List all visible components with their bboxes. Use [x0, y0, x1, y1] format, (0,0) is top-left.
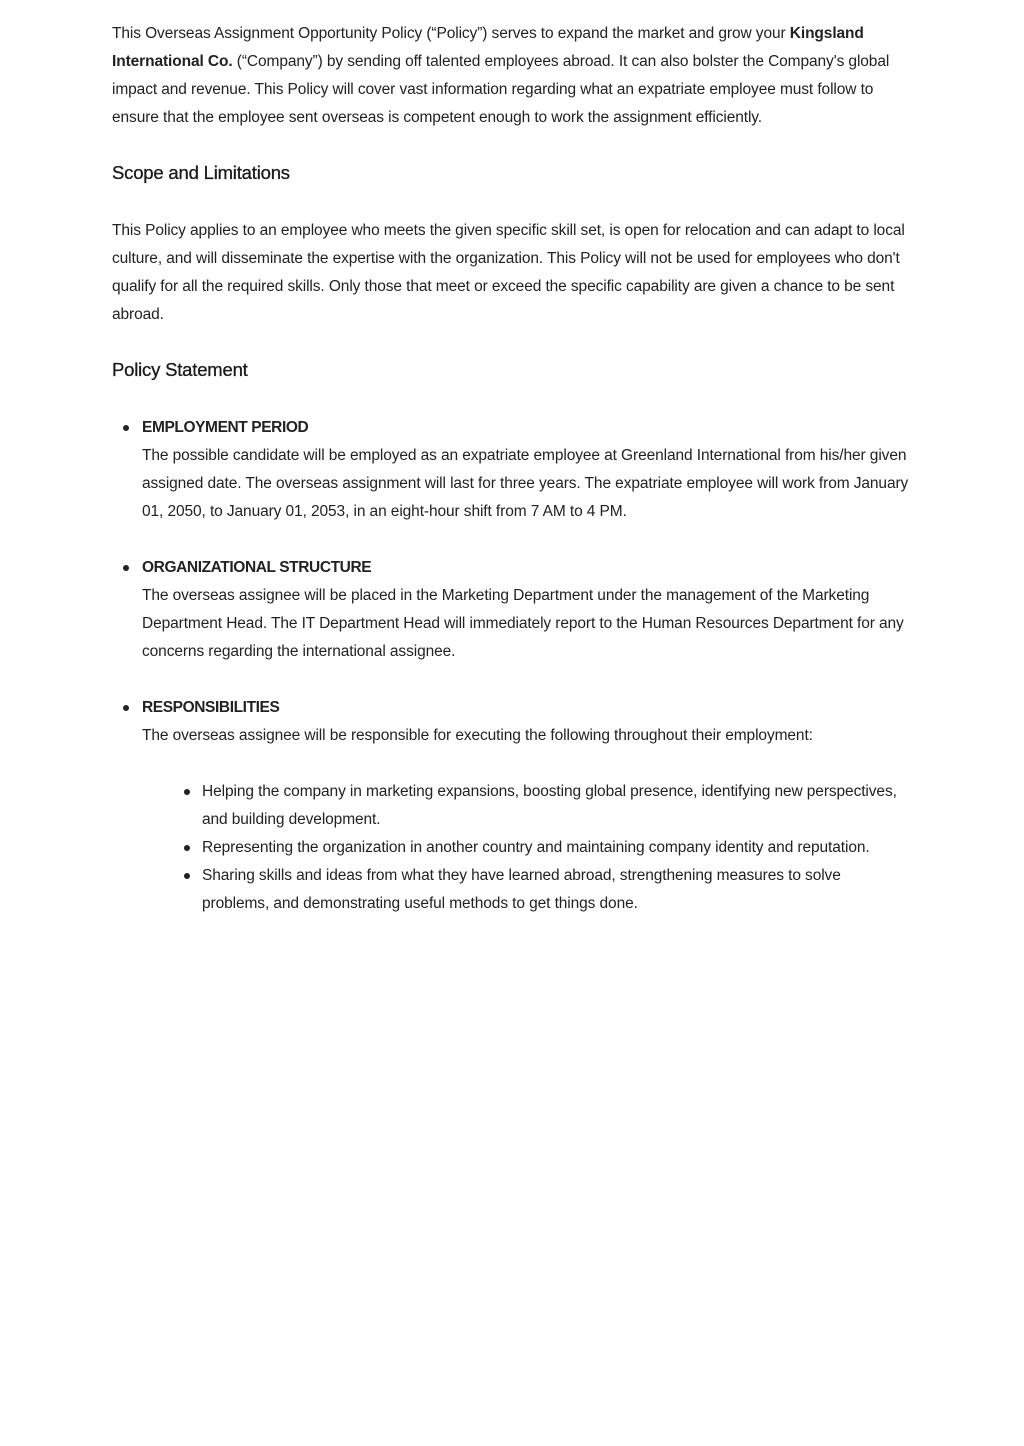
policy-statement-heading: Policy Statement [112, 359, 248, 380]
list-item-body: The possible candidate will be employed as an expatriate employee at Greenland International from his/her given assigned date. The overseas assignment will last for three years. The expatriate employee will work from January 01, 2050, to January 01, 2053, in an eight-hour shift from 7 AM to 4 PM. [142, 447, 909, 520]
intro-paragraph [112, 20, 912, 132]
list-item-employment-period [142, 414, 912, 526]
intro-text-after: (“Company”) by sending off talented employees abroad. It can also bolster the Company's global impact and revenue. This Policy will cover vast information regarding what an expatriate employee must follow to ensure that the employee sent overseas is competent enough to work the assignment efficiently. [112, 53, 890, 126]
company-name: Kingsland International Co. [112, 25, 864, 70]
list-item-responsibilities [142, 694, 912, 918]
list-item-title: ORGANIZATIONAL STRUCTURE [142, 559, 372, 576]
sublist-item: Sharing skills and ideas from what they have learned abroad, strengthening measures to solve problems, and demonstrating useful methods to get things done. [202, 862, 912, 918]
list-item-title: EMPLOYMENT PERIOD [142, 419, 309, 436]
policy-statement-list [112, 414, 912, 918]
list-item-title: RESPONSIBILITIES [142, 699, 280, 716]
intro-text-before: This Overseas Assignment Opportunity Policy (“Policy”) serves to expand the market and grow your [112, 25, 790, 42]
sublist-item: Representing the organization in another country and maintaining company identity and reputation. [202, 834, 912, 862]
sublist-item: Helping the company in marketing expansions, boosting global presence, identifying new perspectives, and building development. [202, 778, 912, 834]
list-item-body: The overseas assignee will be placed in the Marketing Department under the management of the Marketing Department Head. The IT Department Head will immediately report to the Human Resources Department for any concerns regarding the international assignee. [142, 587, 904, 660]
scope-heading: Scope and Limitations [112, 162, 290, 183]
list-item-body: The overseas assignee will be responsible for executing the following throughout their employment: [142, 727, 813, 744]
scope-paragraph: This Policy applies to an employee who meets the given specific skill set, is open for relocation and can adapt to local culture, and will disseminate the expertise with the organization. This Policy will not be used for employees who don't qualify for all the required skills. Only those that meet or exceed the specific capability are given a chance to be sent abroad. [112, 222, 905, 323]
document-page [112, 20, 912, 946]
list-item-organizational-structure [142, 554, 912, 666]
responsibilities-sublist [142, 778, 912, 918]
